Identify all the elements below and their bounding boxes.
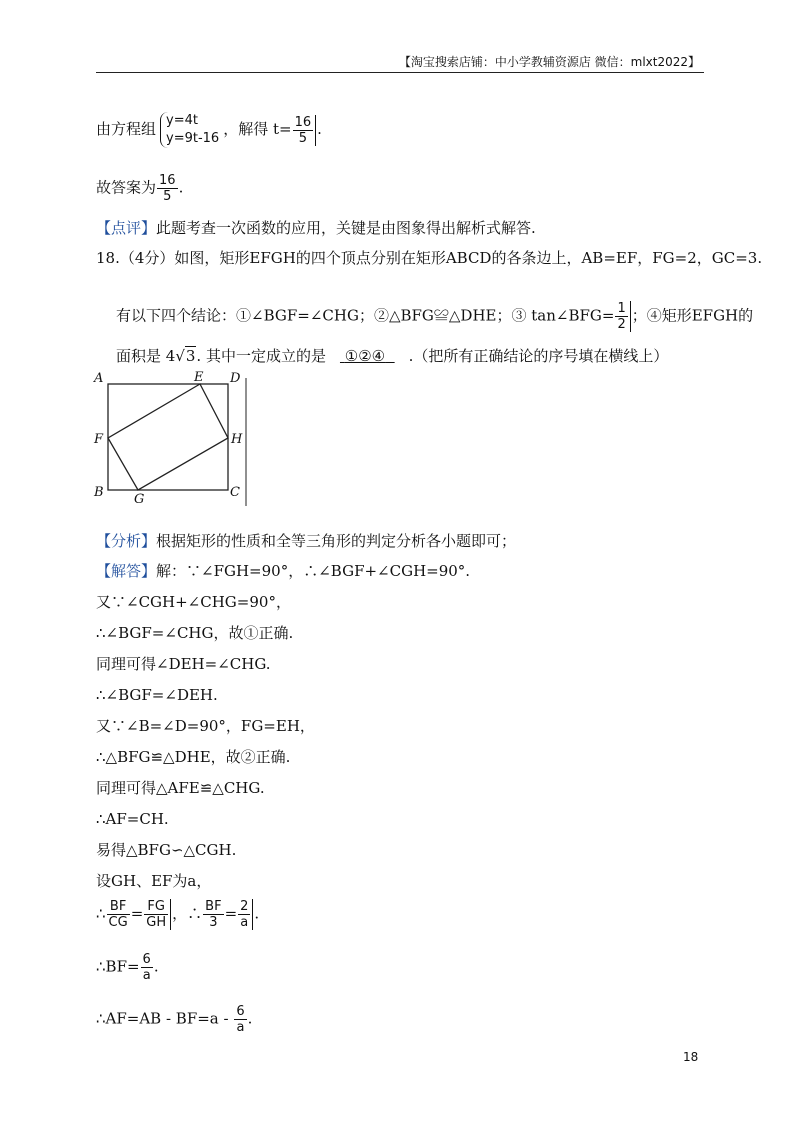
label-a: A [94, 371, 104, 386]
answer-blank: ①②④ [344, 347, 386, 365]
equation-system: y=4t y=9t-16 [160, 112, 219, 148]
label-d: D [230, 371, 241, 386]
comment-tag: 【点评】 [96, 219, 157, 237]
area-line: 面积是 4√3. 其中一定成立的是 ①②④ .（把所有正确结论的序号填在横线上） [116, 347, 669, 365]
label-c: C [230, 485, 240, 500]
analysis-line: 【分析】根据矩形的性质和全等三角形的判定分析各小题即可； [96, 532, 517, 550]
solution-line-7: ∴△BFG≌△DHE，故②正确. [96, 748, 291, 766]
solution-line-8: 同理可得△AFE≌△CHG. [96, 779, 265, 797]
solution-line-1: 【解答】解：∵∠FGH=90°，∴∠BGF+∠CGH=90°. [96, 562, 471, 580]
geometry-figure [90, 368, 260, 510]
label-b: B [94, 485, 104, 500]
system-solution-line: 由方程组 y=4t y=9t-16 ，解得 t= $\frac{16}{5}$ . [96, 113, 322, 146]
page-number: 18 [683, 1050, 699, 1064]
header-rule [96, 72, 704, 73]
rectangle-abcd [108, 384, 228, 490]
solution-line-11: 设GH、EF为a， [96, 872, 212, 890]
solution-line-4: 同理可得∠DEH=∠CHG. [96, 655, 271, 673]
solution-line-10: 易得△BFG∽△CGH. [96, 841, 237, 859]
label-h: H [231, 432, 243, 447]
af-line: ∴AF=AB - BF=a - $\frac{6}{a}$ . [96, 1004, 253, 1035]
solution-line-9: ∴AF=CH. [96, 810, 169, 828]
solution-tag: 【解答】 [96, 562, 157, 580]
answer-line: 故答案为 $\frac{16}{5}$ . [96, 173, 184, 204]
tan-fraction: $\frac{1}{2}$ [615, 301, 630, 332]
page-header: 【淘宝搜索店铺：中小学教辅资源店 微信：mlxt2022】 [398, 55, 700, 69]
question-18-stem: 18.（4分）如图，矩形EFGH的四个顶点分别在矩形ABCD的各条边上，AB=EF，FG=2，GC=3. [96, 249, 763, 267]
solution-line-3: ∴∠BGF=∠CHG，故①正确. [96, 624, 294, 642]
label-g: G [134, 492, 145, 507]
analysis-tag: 【分析】 [96, 532, 157, 550]
comment-line: 【点评】此题考查一次函数的应用，关键是由图象得出解析式解答. [96, 219, 536, 237]
solution-line-2: 又∵∠CGH+∠CHG=90°， [96, 593, 291, 611]
conclusions-line: 有以下四个结论：①∠BGF=∠CHG；②△BFG≌△DHE；③ tan∠BFG= $\frac{1}{2}$ ；④矩形EFGH的 [116, 301, 754, 332]
answer-fraction: $\frac{16}{5}$ [159, 173, 176, 204]
solution-line-6: 又∵∠B=∠D=90°，FG=EH， [96, 717, 315, 735]
solution-line-5: ∴∠BGF=∠DEH. [96, 686, 218, 704]
label-f: F [94, 432, 104, 447]
label-e: E [194, 370, 204, 385]
rectangle-efgh [108, 384, 228, 490]
ratio-line: ∴ $\frac{BF}{CG}$ = $\frac{FG}{GH}$ ，∴ $\frac{BF}{3}$ = $\frac{2}{a}$ . [96, 899, 260, 930]
bf-line: ∴BF= $\frac{6}{a}$ . [96, 952, 159, 983]
sqrt-radicand: 3 [185, 347, 196, 365]
t-fraction: $\frac{16}{5}$ [293, 115, 317, 146]
